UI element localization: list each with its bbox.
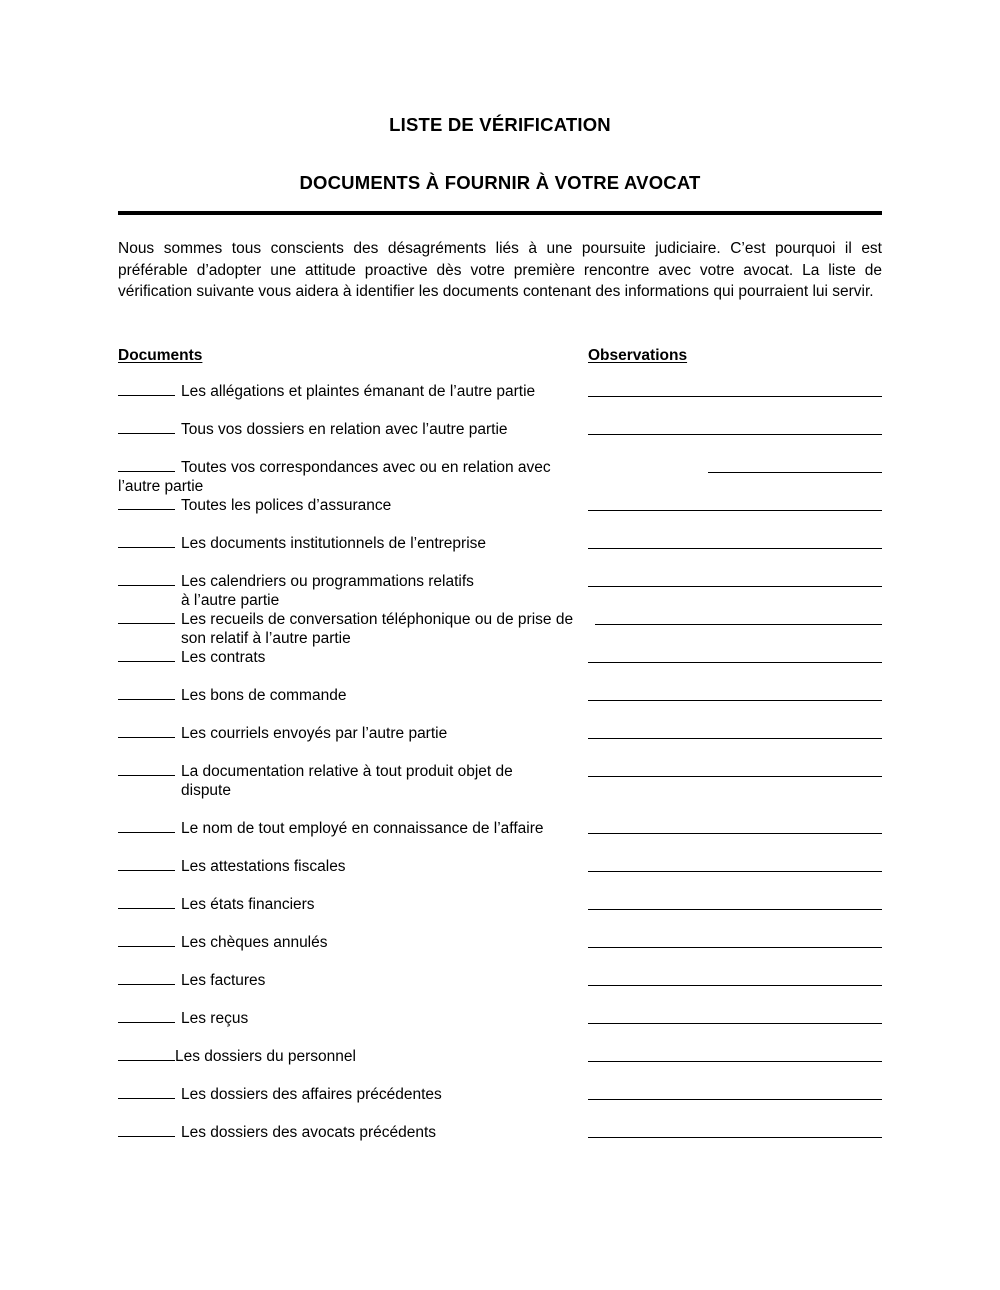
checkbox-blank-field[interactable] — [118, 1047, 175, 1061]
observation-field[interactable] — [588, 1023, 882, 1024]
checkbox-blank-field[interactable] — [118, 648, 175, 662]
observation-field[interactable] — [588, 548, 882, 549]
column-header-observations: Observations — [588, 347, 688, 364]
checklist-item-label-continuation: son relatif à l’autre partie — [181, 630, 351, 647]
checklist-item — [118, 857, 588, 876]
column-header-documents: Documents — [118, 347, 203, 364]
checkbox-blank-field[interactable] — [118, 724, 175, 738]
checklist-item-label: Les dossiers des avocats précédents — [181, 1124, 437, 1141]
checkbox-blank-field[interactable] — [118, 971, 175, 985]
checkbox-blank-field[interactable] — [118, 610, 175, 624]
observation-field[interactable] — [595, 624, 882, 625]
observation-field[interactable] — [588, 662, 882, 663]
observation-field[interactable] — [588, 985, 882, 986]
header-divider — [118, 211, 882, 215]
checklist-item — [118, 458, 588, 496]
checklist-item-label: Les attestations fiscales — [181, 858, 346, 875]
observation-field[interactable] — [588, 510, 882, 511]
checklist — [118, 382, 882, 1142]
observation-field[interactable] — [588, 700, 882, 701]
checklist-item — [118, 382, 588, 401]
column-headers — [118, 347, 882, 369]
checklist-item — [118, 971, 588, 990]
observation-field[interactable] — [588, 434, 882, 435]
checkbox-blank-field[interactable] — [118, 686, 175, 700]
observation-field[interactable] — [588, 871, 882, 872]
checklist-item-label: Les factures — [181, 972, 266, 989]
checklist-item-label: Les calendriers ou programmations relatifs à l’autre partie — [118, 573, 588, 610]
checkbox-blank-field[interactable] — [118, 534, 175, 548]
checklist-item — [118, 1009, 588, 1028]
checklist-item — [118, 496, 588, 515]
checklist-item-label: Les états financiers — [181, 896, 315, 913]
checklist-item-label: Les contrats — [181, 649, 266, 666]
checkbox-blank-field[interactable] — [118, 1009, 175, 1023]
observation-field[interactable] — [588, 586, 882, 587]
checklist-item — [118, 686, 588, 705]
observation-field[interactable] — [588, 1099, 882, 1100]
checkbox-blank-field[interactable] — [118, 933, 175, 947]
checklist-item-label: Les recueils de conversation téléphonique ou de prise de son relatif à l’autre partie — [118, 611, 588, 648]
checkbox-blank-field[interactable] — [118, 420, 175, 434]
checklist-item-label: Le nom de tout employé en connaissance de l’affaire — [181, 820, 544, 837]
page-subtitle: DOCUMENTS À FOURNIR À VOTRE AVOCAT — [299, 172, 701, 193]
checkbox-blank-field[interactable] — [118, 572, 175, 586]
checkbox-blank-field[interactable] — [118, 819, 175, 833]
observation-field[interactable] — [588, 909, 882, 910]
checklist-item — [118, 1123, 588, 1142]
checklist-item — [118, 610, 588, 648]
page-title: LISTE DE VÉRIFICATION — [389, 114, 611, 135]
checklist-item — [118, 1085, 588, 1104]
checklist-item — [118, 420, 588, 439]
checklist-item-label: Toutes les polices d’assurance — [181, 497, 392, 514]
checklist-item-label: Tous vos dossiers en relation avec l’autre partie — [181, 421, 508, 438]
checklist-item — [118, 895, 588, 914]
title-block — [118, 113, 882, 195]
checkbox-blank-field[interactable] — [118, 895, 175, 909]
observation-field[interactable] — [588, 396, 882, 397]
checklist-item-label-continuation: dispute — [181, 782, 231, 799]
observation-field[interactable] — [588, 1061, 882, 1062]
checkbox-blank-field[interactable] — [118, 857, 175, 871]
checkbox-blank-field[interactable] — [118, 496, 175, 510]
checklist-item — [118, 762, 588, 800]
checklist-item-label: Les chèques annulés — [181, 934, 328, 951]
checklist-item-label: Les allégations et plaintes émanant de l’autre partie — [181, 383, 536, 400]
checklist-item — [118, 648, 588, 667]
checkbox-blank-field[interactable] — [118, 762, 175, 776]
checkbox-blank-field[interactable] — [118, 382, 175, 396]
checklist-item — [118, 1047, 588, 1066]
checklist-item-label-continuation: à l’autre partie — [181, 592, 280, 609]
checklist-item-label: La documentation relative à tout produit objet de dispute — [118, 763, 588, 800]
observation-field[interactable] — [588, 833, 882, 834]
observation-field[interactable] — [588, 776, 882, 777]
intro-paragraph: Nous sommes tous conscients des désagréments liés à une poursuite judiciaire. C’est pourquoi il est préférable d’adopter une attitude proactive dès votre première rencontre avec votre avocat. La liste de vérification suivante vous aidera à identifier les documents contenant des informations qui pourraient lui servir. — [118, 240, 882, 300]
checkbox-blank-field[interactable] — [118, 1123, 175, 1137]
observation-field[interactable] — [708, 472, 882, 473]
checklist-item — [118, 534, 588, 553]
checklist-item-label: Les dossiers des affaires précédentes — [181, 1086, 442, 1103]
observation-field[interactable] — [588, 738, 882, 739]
checklist-item-label: Les dossiers du personnel — [175, 1048, 356, 1065]
checkbox-blank-field[interactable] — [118, 1085, 175, 1099]
checklist-item-label: Les courriels envoyés par l’autre partie — [181, 725, 448, 742]
observation-field[interactable] — [588, 947, 882, 948]
checklist-item-label: Les reçus — [181, 1010, 249, 1027]
checklist-item — [118, 572, 588, 610]
checklist-item-label: Les bons de commande — [181, 687, 347, 704]
checkbox-blank-field[interactable] — [118, 458, 175, 472]
checklist-item — [118, 819, 588, 838]
checklist-item — [118, 933, 588, 952]
observation-field[interactable] — [588, 1137, 882, 1138]
checklist-item — [118, 724, 588, 743]
checklist-item-label: Toutes vos correspondances avec ou en relation avec l’autre partie — [118, 459, 551, 495]
checklist-item-label: Les documents institutionnels de l’entreprise — [181, 535, 487, 552]
